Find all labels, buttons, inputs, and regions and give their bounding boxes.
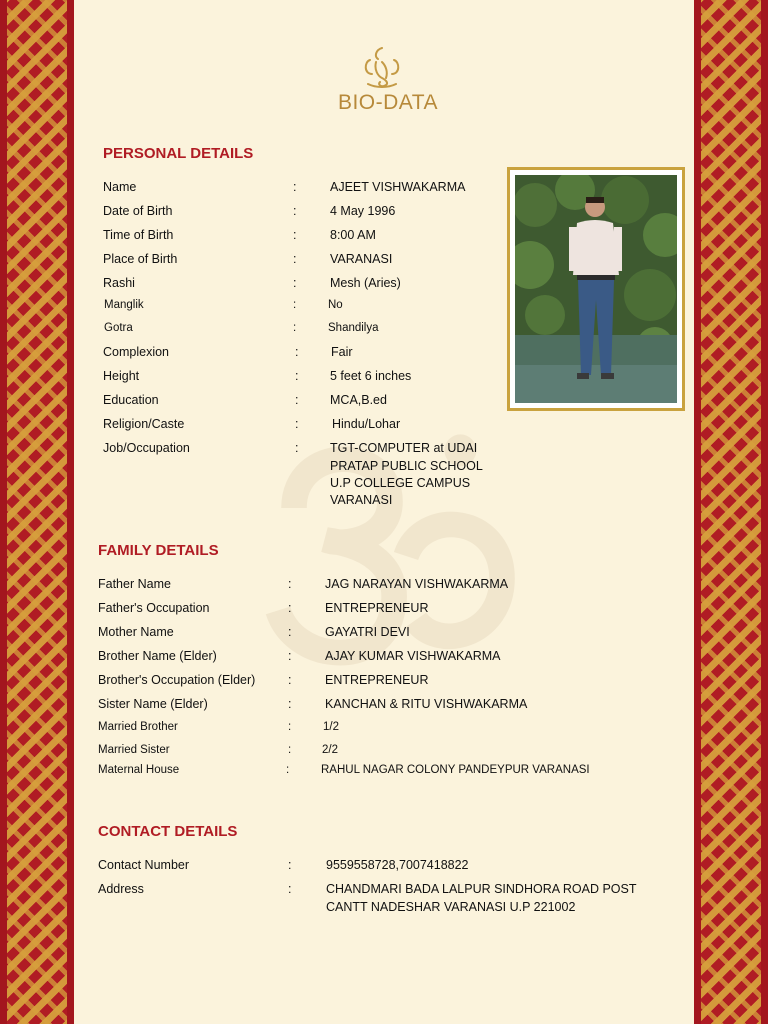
detail-label: Sister Name (Elder)	[98, 697, 208, 711]
detail-label: Place of Birth	[103, 252, 178, 266]
detail-value: MCA,B.ed	[330, 393, 387, 407]
detail-value: GAYATRI DEVI	[325, 625, 410, 639]
detail-separator: :	[293, 204, 297, 218]
detail-separator: :	[293, 322, 297, 334]
detail-label: Father Name	[98, 577, 171, 591]
detail-value: TGT-COMPUTER at UDAI	[330, 441, 478, 455]
detail-value: 4 May 1996	[330, 204, 396, 218]
detail-separator: :	[295, 369, 299, 383]
profile-photo-frame	[507, 167, 685, 411]
detail-label: Gotra	[104, 322, 133, 334]
detail-label: Complexion	[103, 345, 170, 359]
detail-label: Job/Occupation	[103, 441, 190, 455]
detail-separator: :	[288, 673, 292, 687]
detail-value: CANTT NADESHAR VARANASI U.P 221002	[326, 900, 576, 914]
detail-separator: :	[295, 441, 299, 455]
detail-separator: :	[293, 299, 297, 311]
personal-details-heading: PERSONAL DETAILS	[103, 145, 254, 162]
detail-label: Name	[103, 180, 137, 194]
detail-separator: :	[288, 882, 292, 896]
detail-label: Education	[103, 393, 159, 407]
detail-label: Address	[98, 882, 144, 896]
detail-value: KANCHAN & RITU VISHWAKARMA	[325, 697, 528, 711]
detail-separator: :	[295, 393, 299, 407]
detail-value: AJEET VISHWAKARMA	[330, 180, 466, 194]
detail-value: 5 feet 6 inches	[330, 369, 412, 383]
detail-value: VARANASI	[330, 252, 393, 266]
detail-value: PRATAP PUBLIC SCHOOL	[330, 459, 483, 473]
detail-label: Manglik	[104, 299, 144, 311]
detail-separator: :	[288, 601, 292, 615]
detail-separator: :	[295, 417, 299, 431]
detail-separator: :	[288, 577, 292, 591]
detail-separator: :	[293, 180, 297, 194]
detail-value: No	[328, 299, 343, 311]
detail-value: U.P COLLEGE CAMPUS	[330, 476, 471, 490]
detail-value: 2/2	[322, 744, 338, 756]
detail-label: Married Sister	[98, 744, 170, 756]
detail-value: Mesh (Aries)	[330, 276, 401, 290]
detail-value: CHANDMARI BADA LALPUR SINDHORA ROAD POST	[326, 882, 637, 896]
detail-value: 9559558728,7007418822	[326, 858, 469, 872]
detail-separator: :	[288, 697, 292, 711]
detail-separator: :	[288, 625, 292, 639]
right-decorative-border	[694, 0, 768, 1024]
detail-label: Date of Birth	[103, 204, 173, 218]
detail-label: Time of Birth	[103, 228, 174, 242]
detail-label: Married Brother	[98, 721, 178, 733]
detail-value: Hindu/Lohar	[332, 417, 401, 431]
detail-label: Rashi	[103, 276, 135, 290]
detail-label: Contact Number	[98, 858, 190, 872]
document-title: BIO-DATA	[337, 91, 439, 114]
detail-separator: :	[288, 649, 292, 663]
detail-value: AJAY KUMAR VISHWAKARMA	[325, 649, 501, 663]
left-decorative-border	[0, 0, 74, 1024]
detail-separator: :	[293, 276, 297, 290]
profile-photo	[515, 175, 677, 403]
detail-label: Religion/Caste	[103, 417, 185, 431]
detail-value: Fair	[331, 345, 353, 359]
detail-value: 1/2	[323, 721, 339, 733]
ganesha-icon	[356, 44, 408, 90]
detail-label: Mother Name	[98, 625, 174, 639]
detail-label: Father's Occupation	[98, 601, 210, 615]
detail-value: ENTREPRENEUR	[325, 601, 429, 615]
family-details-heading: FAMILY DETAILS	[98, 542, 219, 559]
detail-value: VARANASI	[330, 493, 393, 507]
detail-label: Brother Name (Elder)	[98, 649, 217, 663]
detail-value: ENTREPRENEUR	[325, 673, 429, 687]
detail-label: Height	[103, 369, 140, 383]
detail-separator: :	[288, 744, 292, 756]
detail-separator: :	[288, 721, 292, 733]
detail-separator: :	[286, 764, 290, 776]
detail-separator: :	[288, 858, 292, 872]
detail-value: JAG NARAYAN VISHWAKARMA	[325, 577, 509, 591]
detail-value: 8:00 AM	[330, 228, 376, 242]
detail-separator: :	[293, 228, 297, 242]
detail-separator: :	[293, 252, 297, 266]
detail-label: Brother's Occupation (Elder)	[98, 673, 256, 687]
detail-value: Shandilya	[328, 322, 379, 334]
detail-label: Maternal House	[98, 764, 180, 776]
detail-value: RAHUL NAGAR COLONY PANDEYPUR VARANASI	[321, 764, 590, 776]
detail-separator: :	[295, 345, 299, 359]
contact-details-heading: CONTACT DETAILS	[98, 823, 238, 840]
